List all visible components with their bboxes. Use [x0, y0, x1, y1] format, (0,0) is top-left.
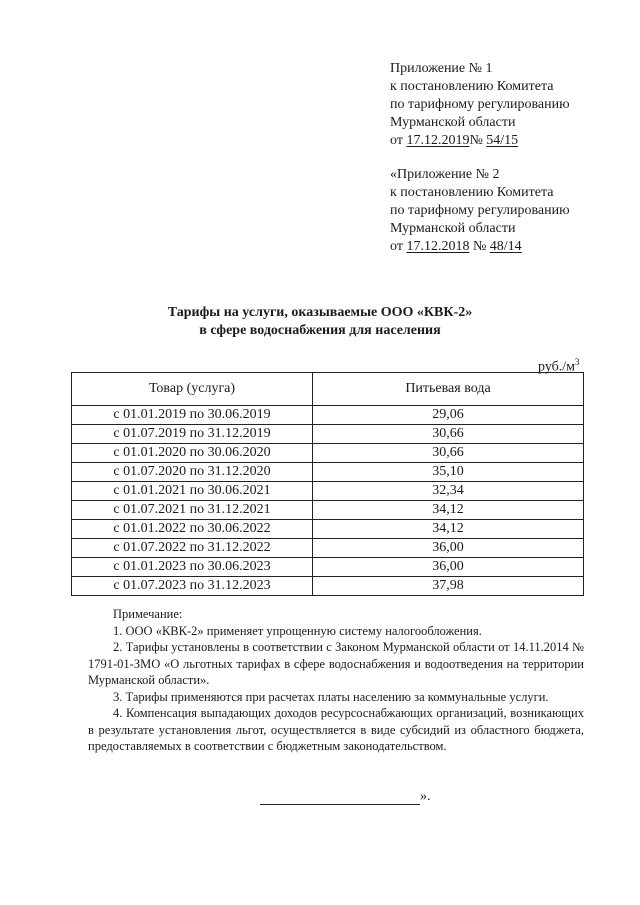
price-cell: 34,12	[313, 501, 584, 520]
appendix-2-date: 17.12.2018	[406, 239, 470, 254]
period-cell: с 01.01.2020 по 30.06.2020	[72, 444, 313, 463]
table-row	[72, 425, 584, 444]
document-title	[0, 304, 640, 340]
note-item-3: 3. Тарифы применяются при расчетах платы населению за коммунальные услуги.	[113, 689, 549, 704]
table-row	[72, 577, 584, 596]
appendix-1-line3: по тарифному регулированию	[390, 97, 570, 112]
note-item-1: 1. ООО «КВК-2» применяет упрощенную систему налогообложения.	[113, 623, 482, 638]
table-row	[72, 406, 584, 425]
appendix-1-line1: Приложение № 1	[390, 61, 493, 76]
note-item-2: 2. Тарифы установлены в соответствии с Законом Мурманской области от 14.11.2014 № 1791-01-ЗМО «О льготных тарифах в сфере водоснабжения и водоотведения на территории Мурманской области».	[88, 640, 584, 687]
table-row	[72, 482, 584, 501]
period-cell: с 01.07.2019 по 31.12.2019	[72, 425, 313, 444]
notes-heading: Примечание:	[113, 607, 183, 621]
appendix-2-date-prefix: от	[390, 239, 407, 254]
table-row	[72, 444, 584, 463]
price-cell: 32,34	[313, 482, 584, 501]
appendix-2-line1: «Приложение № 2	[390, 167, 500, 182]
column-header-drinking-water: Питьевая вода	[313, 373, 584, 406]
appendix-1-line4: Мурманской области	[390, 115, 516, 130]
price-cell: 29,06	[313, 406, 584, 425]
appendix-1-number-prefix: №	[469, 133, 487, 148]
period-cell: с 01.07.2020 по 31.12.2020	[72, 463, 313, 482]
price-cell: 36,00	[313, 558, 584, 577]
table-row	[72, 463, 584, 482]
appendix-1-date-line	[390, 132, 570, 150]
price-cell: 34,12	[313, 520, 584, 539]
unit-text: руб./м	[538, 359, 576, 375]
table-body	[72, 406, 584, 596]
table-row	[72, 539, 584, 558]
note-item-4: 4. Компенсация выпадающих доходов ресурсоснабжающих организаций, возникающих в результате установления льгот, осуществляется в виде субсидий из областного бюджета, предоставляемых в соответствии с бюджетным законодательством.	[88, 706, 584, 753]
appendix-2-number: 48/14	[489, 239, 522, 254]
price-cell: 30,66	[313, 425, 584, 444]
appendix-2-line4: Мурманской области	[390, 221, 516, 236]
closing-quote: ».	[420, 789, 431, 804]
price-cell: 37,98	[313, 577, 584, 596]
unit-superscript: 3	[575, 357, 580, 367]
tariff-table	[71, 372, 584, 596]
column-header-service: Товар (услуга)	[72, 373, 313, 406]
appendix-1-line2: к постановлению Комитета	[390, 79, 554, 94]
table-row	[72, 501, 584, 520]
title-line2: в сфере водоснабжения для населения	[199, 323, 441, 338]
closing-line	[260, 789, 431, 805]
signature-line	[260, 790, 420, 805]
period-cell: с 01.01.2023 по 30.06.2023	[72, 558, 313, 577]
appendix-2-line3: по тарифному регулированию	[390, 203, 570, 218]
period-cell: с 01.01.2022 по 30.06.2022	[72, 520, 313, 539]
period-cell: с 01.07.2021 по 31.12.2021	[72, 501, 313, 520]
price-cell: 35,10	[313, 463, 584, 482]
appendix-2-number-prefix: №	[469, 239, 490, 254]
appendix-2-header	[390, 166, 570, 256]
appendix-2-line2: к постановлению Комитета	[390, 185, 554, 200]
period-cell: с 01.07.2023 по 31.12.2023	[72, 577, 313, 596]
price-cell: 30,66	[313, 444, 584, 463]
appendix-1-date-prefix: от	[390, 133, 407, 148]
appendix-1-date: 17.12.2019	[406, 133, 470, 148]
price-cell: 36,00	[313, 539, 584, 558]
table-row	[72, 558, 584, 577]
appendix-1-number: 54/15	[486, 133, 519, 148]
table-header-row	[72, 373, 584, 406]
appendix-2-date-line	[390, 238, 570, 256]
period-cell: с 01.07.2022 по 31.12.2022	[72, 539, 313, 558]
appendix-1-header	[390, 60, 570, 150]
period-cell: с 01.01.2021 по 30.06.2021	[72, 482, 313, 501]
table-row	[72, 520, 584, 539]
notes-section	[88, 606, 584, 755]
period-cell: с 01.01.2019 по 30.06.2019	[72, 406, 313, 425]
title-line1: Тарифы на услуги, оказываемые ООО «КВК-2»	[167, 305, 473, 320]
